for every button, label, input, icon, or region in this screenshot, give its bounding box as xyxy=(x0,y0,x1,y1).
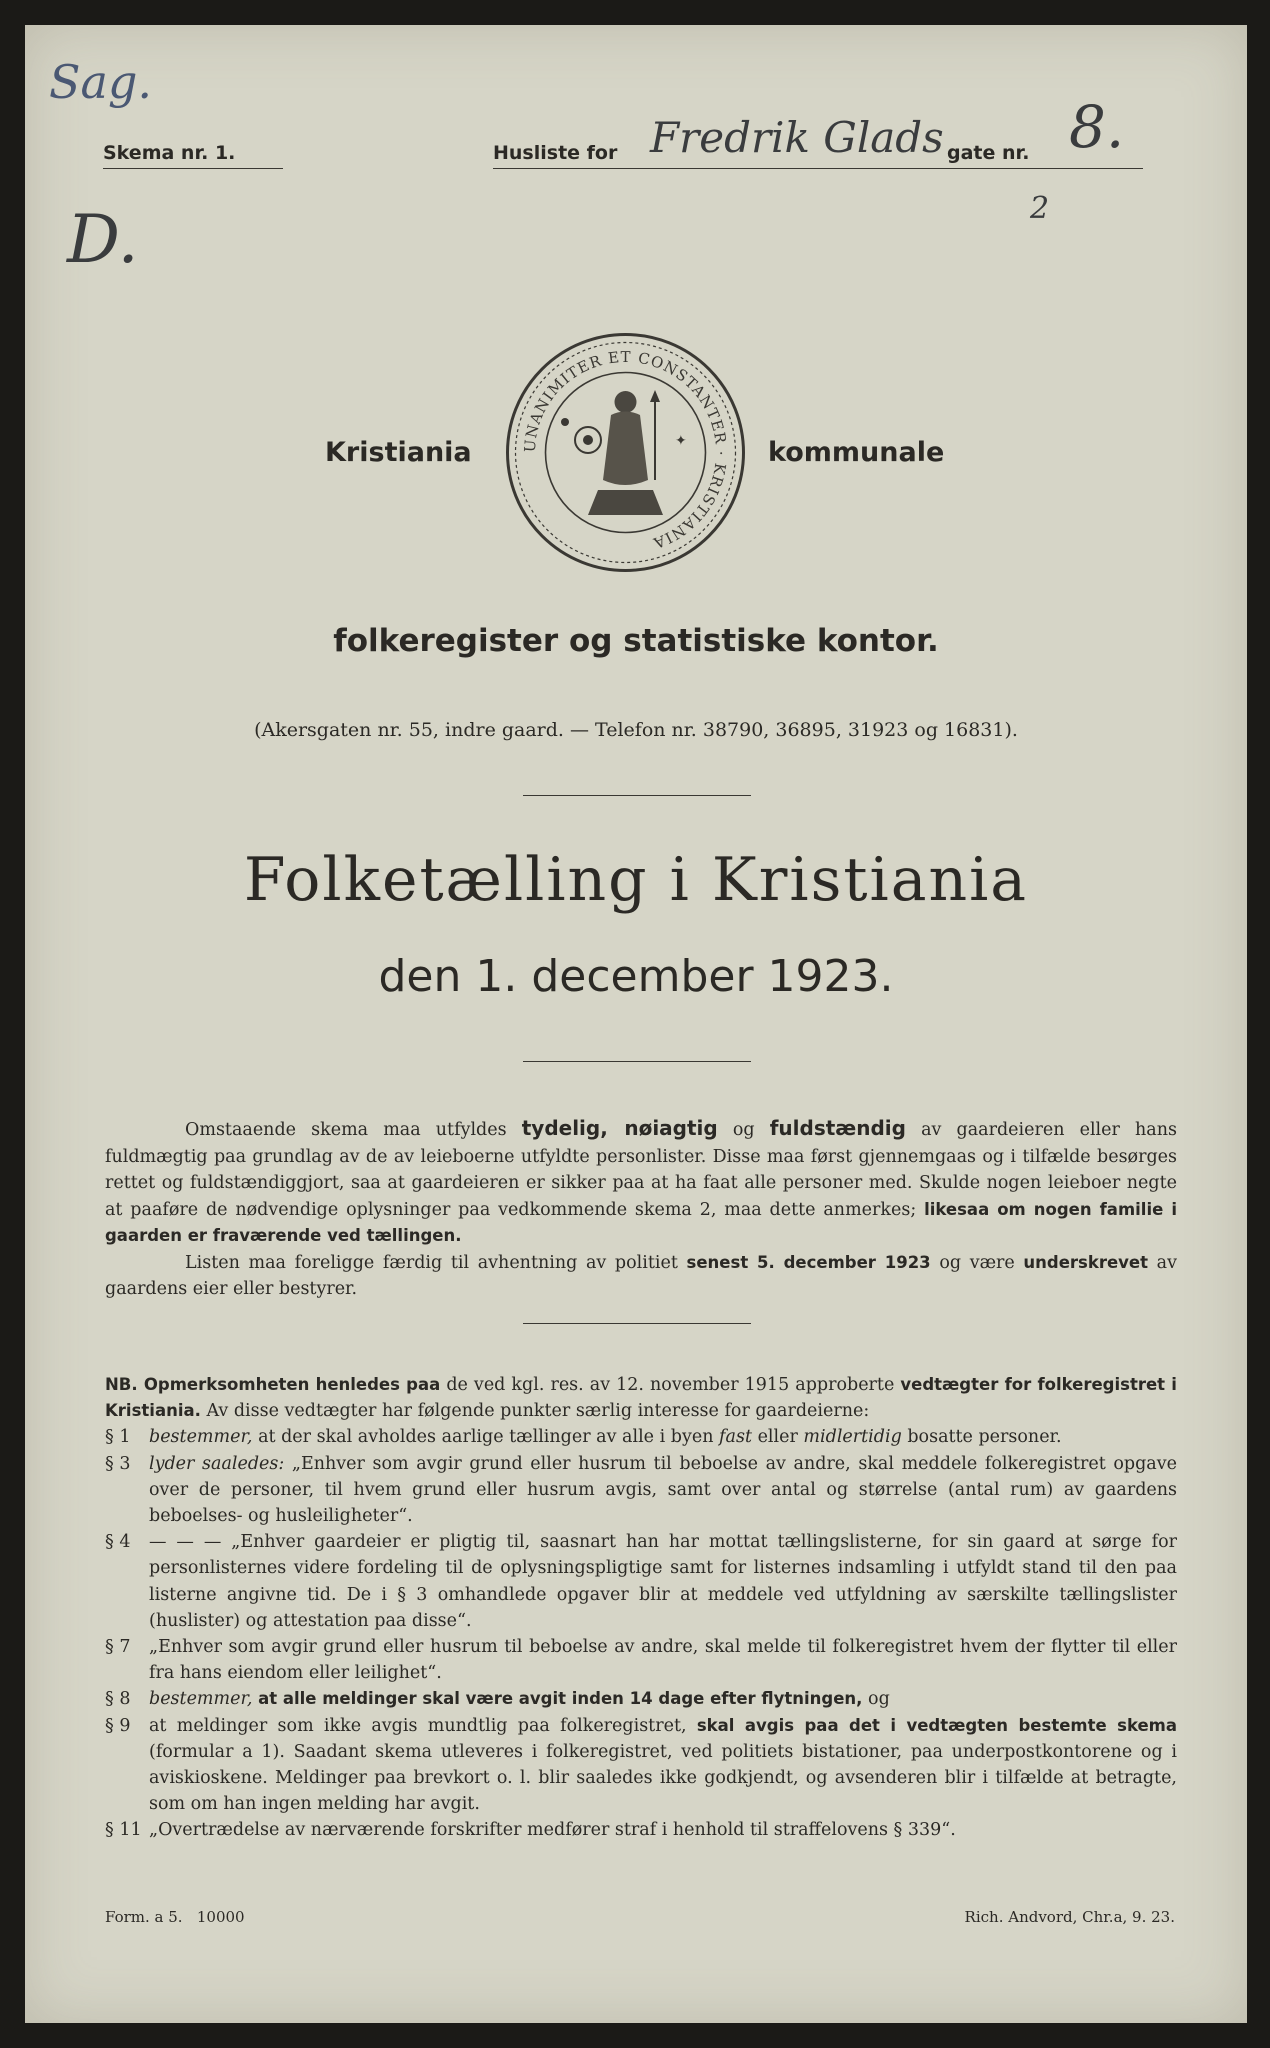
section-9-a: at meldinger som ikke avgis mundtlig paa folkeregistret, xyxy=(149,1715,687,1736)
intro-p2-e: av gaardens eier eller bestyrer. xyxy=(105,1252,1177,1299)
section-9-number: § 9 xyxy=(105,1715,131,1736)
section-4-number: § 4 xyxy=(105,1532,131,1553)
section-11-number: § 11 xyxy=(105,1820,142,1841)
handwritten-sag: Sag. xyxy=(49,55,153,109)
section-8-c: og xyxy=(868,1689,890,1710)
intro-text xyxy=(105,1115,1177,1303)
section-9-b: skal avgis paa det i vedtægten bestemte skema xyxy=(696,1715,1177,1735)
section-11-a: „Overtrædelse av nærværende forskrifter medfører straf i henhold til straffelovens § 339“. xyxy=(149,1820,956,1841)
section-1-c: fast xyxy=(719,1427,752,1448)
intro-p1-e: av gaardeieren eller hans fuldmægtig paa grundlag av de av leieboerne utfyldte personlister. Disse maa først gjennemgaas og i tilfælde besørges rettet og fuldstændiggjort, saa at gaardeieren er sikker paa at ha faat alle personer med. Skulde nogen leieboer negte at paaføre de nødvendige oplysninger paa vedkommende skema 2, maa dette anmerkes; xyxy=(105,1120,1177,1220)
intro-p2-d: underskrevet xyxy=(1023,1252,1149,1272)
section-7-number: § 7 xyxy=(105,1637,131,1658)
section-1-number: § 1 xyxy=(105,1427,131,1448)
divider-3 xyxy=(523,1323,751,1324)
svg-text:✦: ✦ xyxy=(675,433,687,449)
section-7 xyxy=(105,1634,1177,1686)
section-1 xyxy=(105,1424,1177,1450)
section-1-a: bestemmer, xyxy=(149,1427,253,1448)
section-1-e: midlertidig xyxy=(803,1427,902,1448)
office-address: (Akersgaten nr. 55, indre gaard. — Telefon nr. 38790, 36895, 31923 og 16831). xyxy=(254,719,1018,741)
husliste-for-label: Husliste for xyxy=(493,142,618,164)
section-7-a: „Enhver som avgir grund eller husrum til beboelse av andre, skal melde til folkeregistret hvem der flytter til eller fra hans eiendom eller leilighet“. xyxy=(149,1637,1177,1684)
section-3-a: lyder saaledes: xyxy=(149,1453,285,1474)
section-9 xyxy=(105,1713,1177,1818)
office-left-word: Kristiania xyxy=(325,437,472,468)
intro-p1-f: likesaa om nogen familie i gaarden er fraværende ved tællingen. xyxy=(105,1199,1177,1245)
section-8-b: at alle meldinger skal være avgit inden 14 dage efter flytningen, xyxy=(258,1689,863,1709)
intro-p2-c: og være xyxy=(939,1252,1015,1273)
census-form-page xyxy=(25,25,1247,2023)
husliste-underline xyxy=(493,168,1143,169)
nb-section xyxy=(105,1372,1177,1844)
nb-lead-a: NB. Opmerksomheten henledes paa xyxy=(105,1375,441,1394)
nb-lead-c: vedtægter for folkeregistret i Kristiania. xyxy=(105,1375,1177,1421)
nb-lead xyxy=(105,1372,1177,1424)
nb-lead-d: Av disse vedtægter har følgende punkter særlig interesse for gaardeierne: xyxy=(206,1401,870,1422)
census-date: den 1. december 1923. xyxy=(378,951,894,1002)
section-3-number: § 3 xyxy=(105,1453,131,1474)
skema-underline xyxy=(103,168,283,169)
intro-p1-a: Omstaaende skema maa utfyldes xyxy=(185,1120,507,1140)
section-3-b: „Enhver som avgir grund eller husrum til beboelse av andre, skal meddele folkeregistret opgave over de personer, til hvem grund eller husrum avgis, samt over antal og størrelse (antal rum) av gaardens beboelses- og husleiligheter“. xyxy=(149,1453,1177,1527)
handwritten-house-number: 8. xyxy=(1069,93,1125,161)
section-8-a: bestemmer, xyxy=(149,1689,253,1710)
handwritten-small-number: 2 xyxy=(1030,191,1050,226)
handwritten-letter-d: D. xyxy=(67,201,139,278)
intro-p1-b: tydelig, nøiagtig xyxy=(521,1116,718,1140)
section-9-c: (formular a 1). Saadant skema utleveres i folkeregistret, ved politiets bistationer, paa underpostkontorene og i aviskioskene. Meldinger paa brevkort o. l. blir saaledes ikke godkjendt, og avsenderen blir i tilfælde at betragte, som om han ingen melding har avgit. xyxy=(149,1741,1177,1815)
section-4-a: — — — „Enhver gaardeier er pligtig til, saasnart han har mottat tællingslisterne, for sin gaard at sørge for personlisternes videre fordeling til de oplysningspligtige samt for listernes indsamling i utfyldt stand til den paa listerne angivne tid. De i § 3 omhandlede opgaver blir at meddele ved utfyldning av særskilte tællingslister (huslister) og attestation paa disse“. xyxy=(149,1532,1177,1631)
section-4 xyxy=(105,1529,1177,1634)
footer-form-number: Form. a 5. 10000 xyxy=(105,1908,245,1926)
intro-p2-a: Listen maa foreligge færdig til avhentning av politiet xyxy=(185,1252,678,1273)
office-right-word: kommunale xyxy=(768,437,945,468)
section-8 xyxy=(105,1686,1177,1712)
section-1-d: eller xyxy=(757,1427,798,1448)
section-1-b: at der skal avholdes aarlige tællinger av alle i byen xyxy=(258,1427,714,1448)
office-name: folkeregister og statistiske kontor. xyxy=(333,623,939,659)
section-8-number: § 8 xyxy=(105,1689,131,1710)
divider-1 xyxy=(523,795,751,796)
city-seal-icon xyxy=(503,330,748,575)
nb-lead-b: de ved kgl. res. av 12. november 1915 approberte xyxy=(446,1375,895,1395)
skema-number: Skema nr. 1. xyxy=(103,142,236,164)
section-11 xyxy=(105,1817,1177,1843)
section-1-f: bosatte personer. xyxy=(907,1427,1062,1448)
section-3 xyxy=(105,1451,1177,1530)
seal-text: UNANIMITER ET CONSTANTER · KRISTIANIA xyxy=(520,347,731,553)
footer-printer: Rich. Andvord, Chr.a, 9. 23. xyxy=(964,1908,1175,1926)
intro-p2-b: senest 5. december 1923 xyxy=(686,1252,931,1272)
divider-2 xyxy=(523,1061,751,1062)
intro-p1-d: fuldstændig xyxy=(769,1116,906,1140)
main-title: Folketælling i Kristiania xyxy=(243,845,1029,915)
intro-p1-c: og xyxy=(732,1120,755,1140)
gate-nr-label: gate nr. xyxy=(947,142,1030,164)
handwritten-street-name: Fredrik Glads xyxy=(650,113,944,162)
